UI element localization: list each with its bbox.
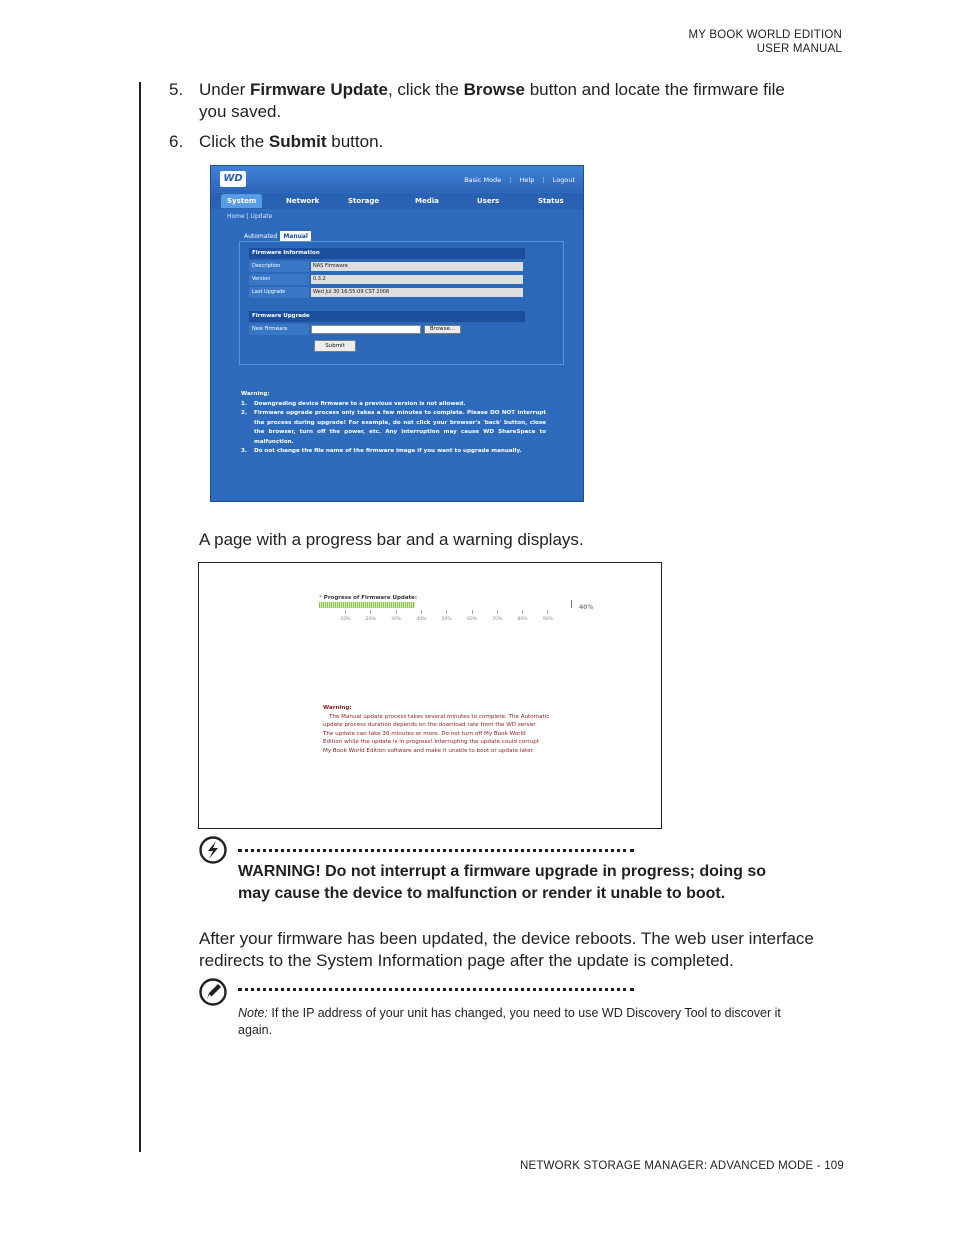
header-subtitle: USER MANUAL [756,43,842,55]
page-footer: NETWORK STORAGE MANAGER: ADVANCED MODE - 109 [519,1160,844,1172]
scale-tick-label: 80% [517,617,528,622]
item-text: Do not change the file name of the firmware image if you want to upgrade manually. [254,448,522,454]
warning-line: update process duration depends on the download rate from the WD server. [323,722,537,728]
firmware-info-row [249,261,525,272]
row-label: New Firmware [249,324,309,335]
progress-title-text: Progress of Firmware Update: [323,595,418,601]
item-number: 2. [241,410,248,416]
step-emphasis: Submit [268,132,327,151]
step-emphasis: Browse [463,80,525,99]
paragraph-line: redirects to the System Information page after the update is completed. [199,951,734,970]
firmware-info-row [249,274,525,285]
row-label: Description [249,261,309,272]
item-number: 1. [241,400,248,407]
row-label: Last Upgrade [249,287,309,298]
scale-tick [522,610,523,614]
header-title: MY BOOK WORLD EDITION [688,29,842,41]
firmware-info-heading: Firmware Information [249,248,525,259]
warning-line: My Book World Edition software and make it unable to boot or update later. [323,747,535,754]
left-margin-rule [139,82,141,1152]
basic-mode-link[interactable]: Basic Mode [464,176,502,184]
wd-warning-item [241,409,546,447]
tab-system[interactable]: System [221,194,262,208]
progress-percent: 40% [579,604,594,611]
warning-lightning-icon [199,836,227,864]
step-5 [169,79,849,123]
scale-tick-label: 10% [340,617,351,622]
note-text-continued: again. [238,1023,273,1037]
scale-tick [345,610,346,614]
scale-tick-label: 70% [492,617,503,622]
scale-tick-label: 30% [391,617,402,622]
note-pencil-icon [199,978,227,1006]
item-text: Downgrading device firmware to a previous version is not allowed. [254,400,466,407]
progress-screenshot [198,562,662,829]
wd-main-nav [211,193,583,209]
bullet-icon: * [319,595,324,601]
progress-warning-title: Warning: [323,705,352,711]
item-number: 3. [241,448,248,454]
scale-tick [446,610,447,614]
step-6 [169,131,849,153]
row-value: NAS Firmware [311,262,523,271]
firmware-panel [239,241,564,365]
row-value: Wed Jul 30 16:55:09 CST 2008 [311,288,523,297]
link-separator: | [509,176,512,184]
step-emphasis: Firmware Update [250,80,388,99]
step-text: Click the [199,132,269,151]
progress-warning [323,704,583,755]
running-header [688,28,842,56]
paragraph-line: After your firmware has been updated, the device reboots. The web user interface [199,929,814,948]
step-text: , click the [387,80,464,99]
step-text: Under [199,80,251,99]
warning-line: The update can take 30 minutes or more. Do not turn off My Book World [323,730,526,737]
firmware-info-row [249,287,525,298]
progress-title [319,595,417,601]
new-firmware-row [249,324,525,335]
row-value: 0.3.2 [311,275,523,284]
link-separator: | [542,176,545,184]
item-text: Firmware upgrade process only takes a few minutes to complete. Please DO NOT interrupt the process during upgrade! For example, do not click your browser's 'back' button, close the browser, turn off the power, etc. Any interruption may cause WD ShareSpace to malfunction. [254,410,546,445]
row-label: Version [249,274,309,285]
browse-button[interactable]: Browse... [424,325,461,334]
help-link[interactable]: Help [519,176,535,184]
scale-tick [547,610,548,614]
progress-bar-fill [319,602,415,608]
tab-network[interactable]: Network [286,197,320,205]
subtab-automated[interactable]: Automated [244,233,278,240]
tab-status[interactable]: Status [538,197,564,205]
tab-storage[interactable]: Storage [348,197,380,205]
tab-media[interactable]: Media [415,197,439,205]
step-text: button. [326,132,384,151]
firmware-upgrade-heading: Firmware Upgrade [249,311,525,322]
progress-bar [319,602,551,608]
scale-tick-label: 20% [365,617,376,622]
warning-line: Edition while the update is in progress! Interrupting the update could corrupt [323,739,540,745]
warning-line: WARNING! Do not interrupt a firmware upgrade in progress; doing so [238,863,767,880]
warning-line: The Manual update process takes several minutes to complete. The Automatic [329,713,550,720]
scale-tick-label: 90% [542,617,553,622]
progress-marker [571,600,572,608]
wd-warning-item [241,400,546,410]
subtab-manual[interactable]: Manual [280,231,311,242]
scale-tick-label: 60% [466,617,478,622]
scale-tick-label: 40% [416,617,427,622]
submit-button[interactable]: Submit [314,340,356,352]
scale-tick [497,610,498,614]
wd-top-bar [211,166,583,192]
scale-tick [396,610,397,614]
wd-logo: WD [220,171,246,187]
step-number: 5. [169,80,184,99]
step-text: button and locate the firmware file [524,80,785,99]
tab-users[interactable]: Users [477,197,500,205]
scale-tick [472,610,473,614]
wd-update-screenshot [210,165,584,502]
logout-link[interactable]: Logout [552,176,575,184]
warning-line: may cause the device to malfunction or render it unable to boot. [238,885,726,902]
step-number: 6. [169,132,184,151]
wd-warning-item [241,447,546,457]
progress-scale [199,610,662,630]
wd-warning [241,390,546,457]
body-paragraph [199,928,849,972]
firmware-file-input[interactable] [311,325,421,334]
wd-warning-title: Warning: [241,391,270,397]
scale-tick-label: 50% [441,617,452,622]
note [238,1005,838,1039]
breadcrumb: Home | Update [227,213,273,220]
note-text: If the IP address of your unit has changed, you need to use WD Discovery Tool to discover it [267,1006,781,1020]
dotted-divider [238,849,634,852]
figure-caption: A page with a progress bar and a warning displays. [199,530,584,549]
dotted-divider [238,988,634,991]
scale-tick [421,610,422,614]
scale-tick [370,610,371,614]
warning-notice [238,861,838,905]
note-label: Note: [238,1006,268,1020]
step-text-continued: you saved. [199,102,282,121]
wd-top-links [458,176,575,184]
